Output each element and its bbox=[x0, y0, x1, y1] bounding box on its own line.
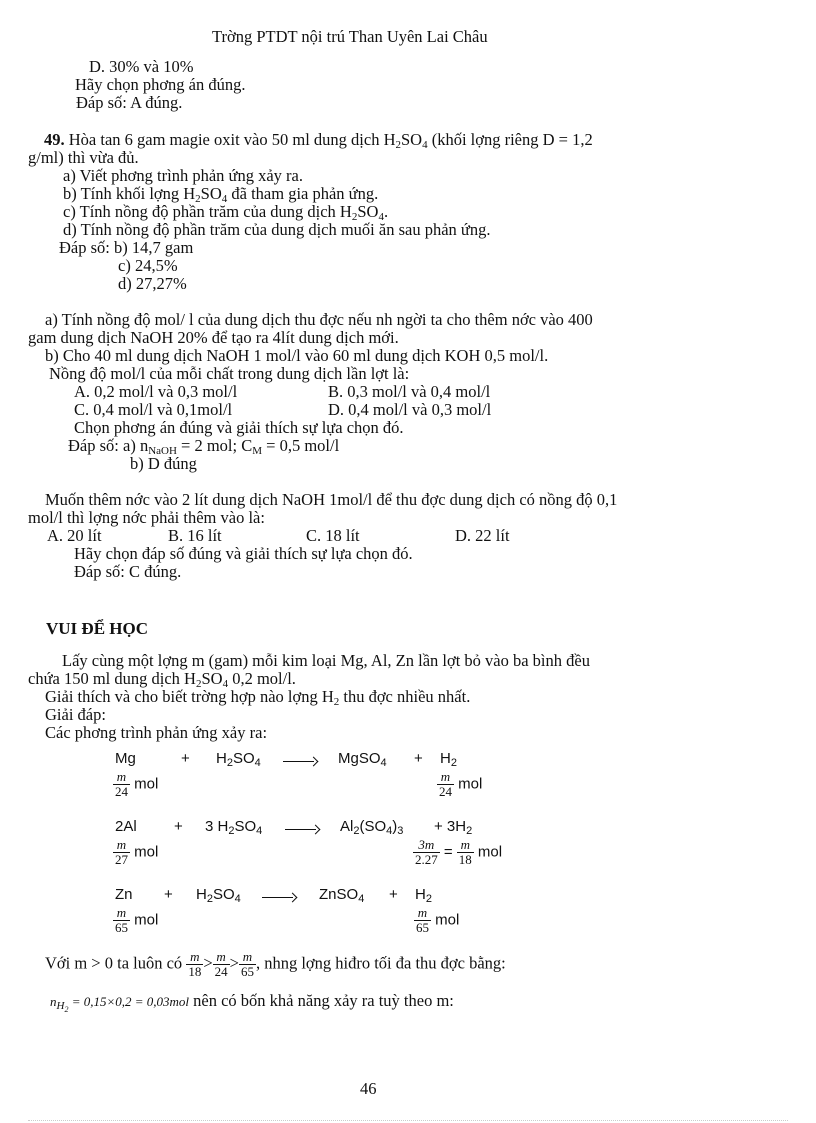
comparison-line: Với m > 0 ta luôn có $\frac{m}{18}$ > $\frac{m}{24}$ > $\frac{m}{65}$ , nhng lợng hiđro tối đa thu đợc bằng: bbox=[45, 949, 506, 979]
q50-option-b: B. 0,3 mol/l và 0,4 mol/l bbox=[328, 382, 491, 401]
eq2-reactant1: 2Al bbox=[115, 818, 137, 835]
q49-part-a: a) Viết phơng trình phản ứng xảy ra. bbox=[63, 166, 303, 185]
q51-option-d: D. 22 lít bbox=[455, 526, 510, 545]
q49-answer-c: c) 24,5% bbox=[118, 256, 178, 275]
eq3-moles-left: $\frac{m}{65}$ mol bbox=[115, 905, 159, 935]
eq1-reactant2: $H_2SO_4$ bbox=[216, 750, 261, 769]
q50-option-c: C. 0,4 mol/l và 0,1mol/l bbox=[74, 400, 233, 419]
q50-a-line1: a) Tính nồng độ mol/ l của dung dịch thu đợc nếu nh ngời ta cho thêm nớc vào 400 bbox=[45, 310, 593, 329]
fun-para2: Giải thích và cho biết trờng hợp nào lợng $H_2$ thu đợc nhiều nhất. bbox=[45, 687, 471, 708]
footer-divider bbox=[28, 1120, 788, 1121]
fun-para1-line2: chứa 150 ml dung dịch $H_2SO_4$ 0,2 mol/l. bbox=[28, 669, 296, 690]
prev-option-d: D. 30% và 10% bbox=[89, 57, 194, 76]
eq1-product1: MgSO$_4$ bbox=[338, 750, 387, 769]
eq2-product1: $Al_2(SO_4)_3$ bbox=[340, 818, 404, 837]
eq2-reactant2: 3 $H_2SO_4$ bbox=[205, 818, 263, 837]
eq3-plus2: + bbox=[389, 886, 398, 903]
eq1-reactant1: Mg bbox=[115, 750, 136, 767]
q49-line1: 49. Hòa tan 6 gam magie oxit vào 50 ml dung dịch $H_2SO_4$ (khối lợng riêng D = 1,2 bbox=[44, 130, 593, 151]
page-number: 46 bbox=[360, 1079, 377, 1098]
eq2-moles-left: $\frac{m}{27}$ mol bbox=[115, 837, 159, 867]
eq3-product1: ZnSO$_4$ bbox=[319, 886, 365, 905]
eq3-arrow-icon bbox=[262, 888, 296, 906]
q50-answer-a: Đáp số: a) $n_{NaOH} = 2$ mol; $C_M = 0,5$ mol/l bbox=[68, 436, 340, 457]
q49-part-b: b) Tính khối lợng $H_2SO_4$ đã tham gia phản ứng. bbox=[63, 184, 379, 205]
fun-para1-line1: Lấy cùng một lợng m (gam) mỗi kim loại Mg, Al, Zn lần lợt bỏ vào ba bình đều bbox=[62, 651, 590, 670]
eq1-moles-right: $\frac{m}{24}$ mol bbox=[439, 769, 483, 799]
eq3-reactant1: Zn bbox=[115, 886, 133, 903]
q50-choose: Chọn phơng án đúng và giải thích sự lựa chọn đó. bbox=[74, 418, 404, 437]
eq1-plus1: + bbox=[181, 750, 190, 767]
section-heading: VUI ĐỂ HỌC bbox=[46, 619, 149, 638]
fun-eq-intro: Các phơng trình phản ứng xảy ra: bbox=[45, 723, 268, 742]
q51-line2: mol/l thì lợng nớc phải thêm vào là: bbox=[28, 508, 265, 527]
prev-choose: Hãy chọn phơng án đúng. bbox=[75, 75, 246, 94]
q51-option-b: B. 16 lít bbox=[168, 526, 222, 545]
eq2-plus1: + bbox=[174, 818, 183, 835]
eq3-reactant2: $H_2SO_4$ bbox=[196, 886, 241, 905]
hydrogen-max-line: $n_{H_2} = 0,15\times 0,2 = 0,03mol$ nên có bốn khả năng xảy ra tuỳ theo m: bbox=[50, 991, 454, 1014]
q51-option-c: C. 18 lít bbox=[306, 526, 360, 545]
q51-choose: Hãy chọn đáp số đúng và giải thích sự lựa chọn đó. bbox=[74, 544, 413, 563]
eq1-plus2: + bbox=[414, 750, 423, 767]
eq3-product2: $H_2$ bbox=[415, 886, 432, 905]
q51-option-a: A. 20 lít bbox=[47, 526, 102, 545]
q50-option-a: A. 0,2 mol/l và 0,3 mol/l bbox=[74, 382, 238, 401]
eq2-product2: + $3H_2$ bbox=[434, 818, 473, 837]
q50-a-line2: gam dung dịch NaOH 20% để tạo ra 4lít dung dịch mới. bbox=[28, 328, 399, 347]
fun-solution-label: Giải đáp: bbox=[45, 705, 106, 724]
q50-option-d: D. 0,4 mol/l và 0,3 mol/l bbox=[328, 400, 492, 419]
q49-answer-d: d) 27,27% bbox=[118, 274, 187, 293]
q49-line2: g/ml) thì vừa đủ. bbox=[28, 148, 139, 167]
q50-b: b) Cho 40 ml dung dịch NaOH 1 mol/l vào 60 ml dung dịch KOH 0,5 mol/l. bbox=[45, 346, 549, 365]
q49-part-c: c) Tính nồng độ phần trăm của dung dịch $H_2SO_4$. bbox=[63, 202, 389, 223]
page-header: Trờng PTDT nội trú Than Uyên Lai Châu bbox=[212, 27, 488, 46]
q50-stem: Nồng độ mol/l của mỗi chất trong dung dịch lần lợt là: bbox=[49, 364, 410, 383]
eq1-arrow-icon bbox=[283, 752, 317, 770]
eq3-plus1: + bbox=[164, 886, 173, 903]
q50-answer-b: b) D đúng bbox=[130, 454, 197, 473]
eq2-moles-right: $\frac{3m}{2.27}$ = $\frac{m}{18}$ mol bbox=[415, 837, 503, 867]
q49-number: 49. bbox=[44, 130, 65, 149]
eq3-moles-right: $\frac{m}{65}$ mol bbox=[416, 905, 460, 935]
eq2-arrow-icon bbox=[285, 820, 319, 838]
q51-line1: Muốn thêm nớc vào 2 lít dung dịch NaOH 1mol/l để thu đợc dung dịch có nồng độ 0,1 bbox=[45, 490, 618, 509]
prev-answer: Đáp số: A đúng. bbox=[76, 93, 183, 112]
q49-answer-b: Đáp số: b) 14,7 gam bbox=[59, 238, 194, 257]
q51-answer: Đáp số: C đúng. bbox=[74, 562, 182, 581]
eq1-moles-left: $\frac{m}{24}$ mol bbox=[115, 769, 159, 799]
eq1-product2: $H_2$ bbox=[440, 750, 457, 769]
q49-part-d: d) Tính nồng độ phần trăm của dung dịch muối ăn sau phản ứng. bbox=[63, 220, 491, 239]
